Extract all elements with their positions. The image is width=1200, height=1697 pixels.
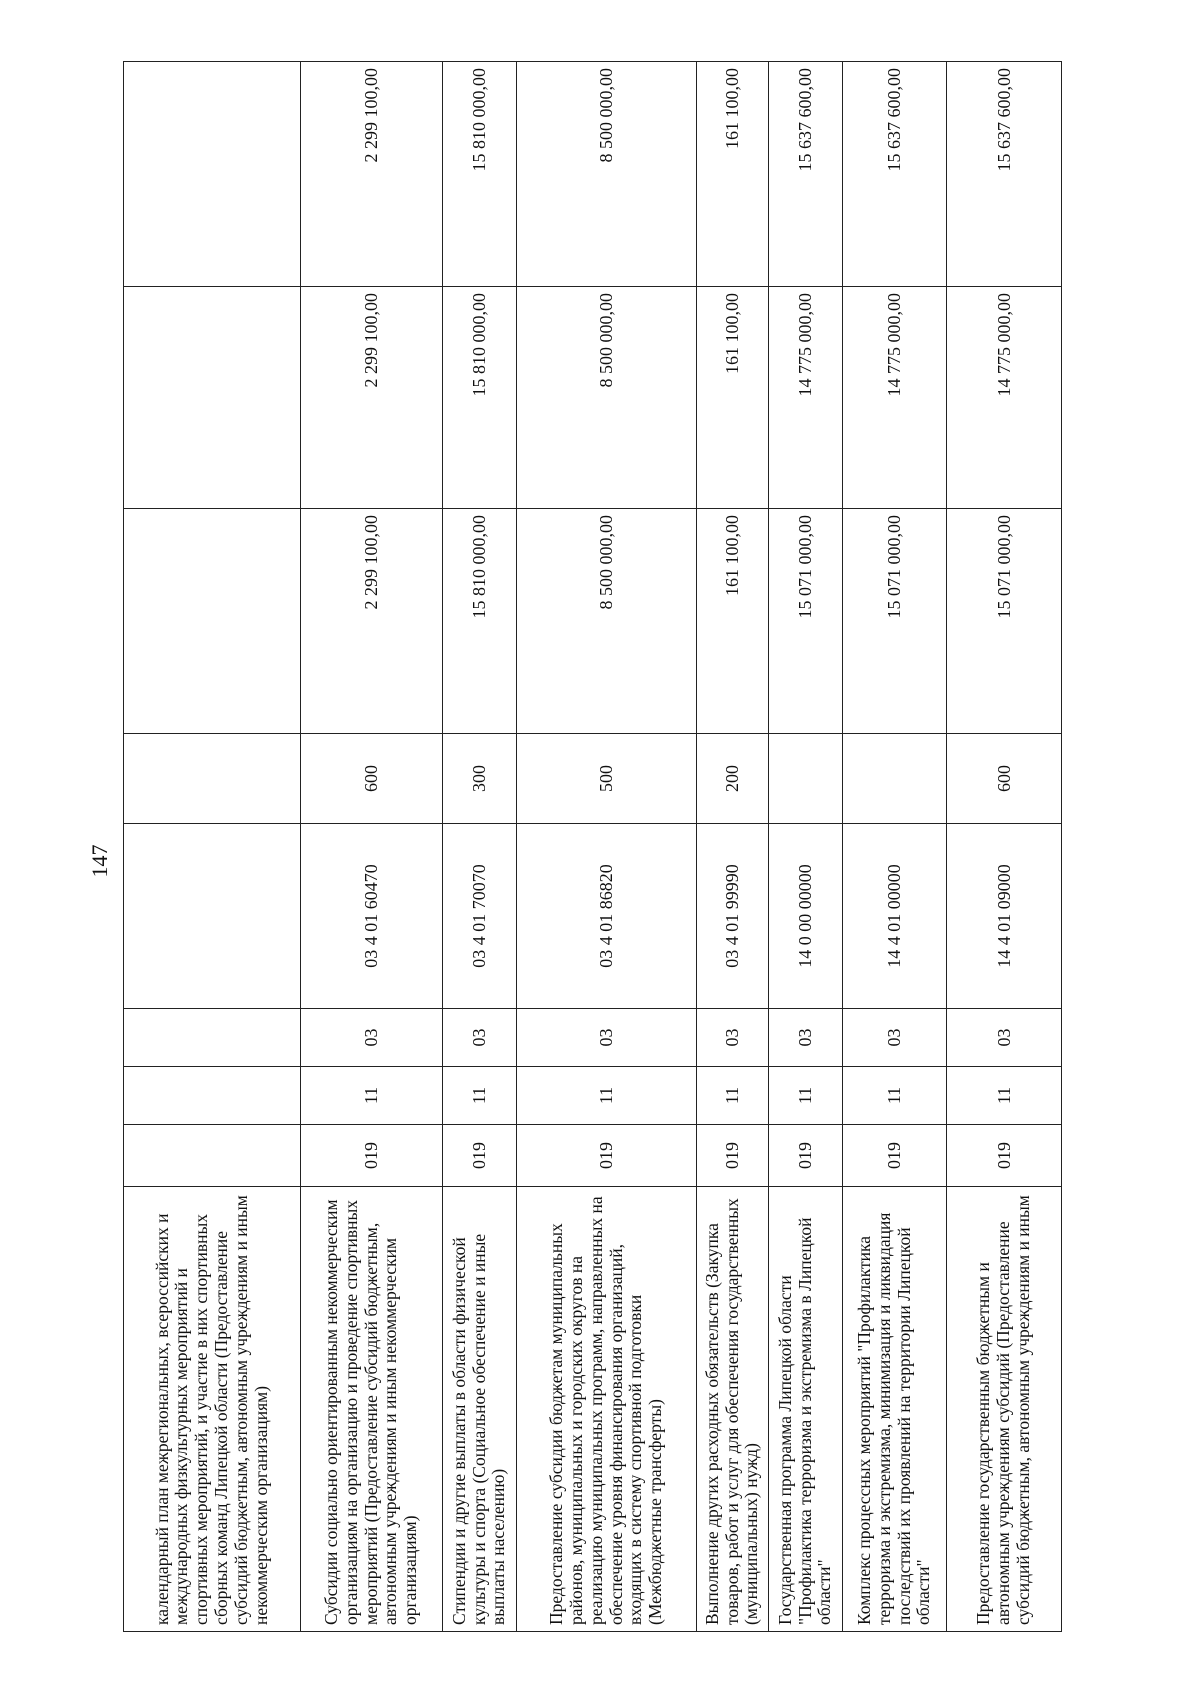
row-name: Субсидии социально ориентированным некоммерческим организациям на организацию и проведение спортивных мероприятий (Предоставление субсидий бюджетным, автономным учреждениям и иным некоммерческим организациям) xyxy=(301,1187,443,1632)
row-csr: 14 0 00 00000 xyxy=(769,824,843,1009)
row-sum2: 14 775 000,00 xyxy=(947,287,1062,509)
row-sum2: 14 775 000,00 xyxy=(769,287,843,509)
table-row xyxy=(517,62,697,1632)
row-pr: 03 xyxy=(769,1009,843,1067)
page-number: 147 xyxy=(87,844,112,878)
row-sum2 xyxy=(124,287,301,509)
row-name: Предоставление государственным бюджетным и автономным учреждениям субсидий (Предоставление субсидий бюджетным, автономным учреждениям и иным xyxy=(947,1187,1062,1632)
row-rz: 11 xyxy=(301,1067,443,1125)
row-gr: 019 xyxy=(769,1125,843,1187)
row-sum1: 8 500 000,00 xyxy=(517,509,697,734)
row-csr xyxy=(124,824,301,1009)
row-name: Выполнение других расходных обязательств (Закупка товаров, работ и услуг для обеспечения государственных (муниципальных) нужд) xyxy=(697,1187,769,1632)
row-sum3: 15 637 600,00 xyxy=(769,62,843,287)
row-gr: 019 xyxy=(517,1125,697,1187)
row-gr xyxy=(124,1125,301,1187)
row-vr xyxy=(124,734,301,824)
row-pr xyxy=(124,1009,301,1067)
row-name: Стипендии и другие выплаты в области физической культуры и спорта (Социальное обеспечение и иные выплаты населению) xyxy=(443,1187,517,1632)
row-gr: 019 xyxy=(301,1125,443,1187)
row-gr: 019 xyxy=(443,1125,517,1187)
row-vr xyxy=(769,734,843,824)
row-pr: 03 xyxy=(517,1009,697,1067)
row-sum1: 15 071 000,00 xyxy=(769,509,843,734)
row-sum3: 15 637 600,00 xyxy=(843,62,947,287)
row-vr: 300 xyxy=(443,734,517,824)
budget-table xyxy=(123,61,1062,1632)
row-csr: 14 4 01 09000 xyxy=(947,824,1062,1009)
table-row xyxy=(443,62,517,1632)
row-gr: 019 xyxy=(697,1125,769,1187)
row-sum1: 15 071 000,00 xyxy=(843,509,947,734)
row-sum1: 15 810 000,00 xyxy=(443,509,517,734)
row-pr: 03 xyxy=(947,1009,1062,1067)
row-csr: 14 4 01 00000 xyxy=(843,824,947,1009)
row-rz xyxy=(124,1067,301,1125)
row-sum2: 8 500 000,00 xyxy=(517,287,697,509)
table-row xyxy=(124,62,301,1632)
row-sum2: 15 810 000,00 xyxy=(443,287,517,509)
row-gr: 019 xyxy=(843,1125,947,1187)
row-pr: 03 xyxy=(843,1009,947,1067)
table-row xyxy=(843,62,947,1632)
row-sum3: 2 299 100,00 xyxy=(301,62,443,287)
row-gr: 019 xyxy=(947,1125,1062,1187)
row-sum2: 14 775 000,00 xyxy=(843,287,947,509)
row-csr: 03 4 01 99990 xyxy=(697,824,769,1009)
rotated-table-inner xyxy=(123,62,1061,1632)
row-rz: 11 xyxy=(947,1067,1062,1125)
row-sum1: 15 071 000,00 xyxy=(947,509,1062,734)
row-name: Государственная программа Липецкой области "Профилактика терроризма и экстремизма в Липецкой области" xyxy=(769,1187,843,1632)
row-vr: 500 xyxy=(517,734,697,824)
row-sum3: 161 100,00 xyxy=(697,62,769,287)
table-row xyxy=(769,62,843,1632)
row-pr: 03 xyxy=(301,1009,443,1067)
row-sum3: 8 500 000,00 xyxy=(517,62,697,287)
row-sum3: 15 810 000,00 xyxy=(443,62,517,287)
row-name: Предоставление субсидии бюджетам муниципальных районов, муниципальных и городских округов на реализацию муниципальных программ, направленных на обеспечение уровня финансирования организаций, входящих в систему спортивной подготовки (Межбюджетные трансферты) xyxy=(517,1187,697,1632)
rotated-table-area xyxy=(123,62,1061,1632)
row-sum3: 15 637 600,00 xyxy=(947,62,1062,287)
row-csr: 03 4 01 86820 xyxy=(517,824,697,1009)
row-csr: 03 4 01 60470 xyxy=(301,824,443,1009)
row-sum1 xyxy=(124,509,301,734)
row-pr: 03 xyxy=(443,1009,517,1067)
table-row xyxy=(697,62,769,1632)
table-row xyxy=(947,62,1062,1632)
row-vr: 600 xyxy=(301,734,443,824)
row-name: календарный план межрегиональных, всероссийских и международных физкультурных мероприятий и спортивных мероприятий, и участие в них спортивных сборных команд Липецкой области (Предоставление субсидий бюджетным, автономным учреждениям и иным некоммерческим организациям) xyxy=(124,1187,301,1632)
row-sum2: 2 299 100,00 xyxy=(301,287,443,509)
row-csr: 03 4 01 70070 xyxy=(443,824,517,1009)
row-vr: 200 xyxy=(697,734,769,824)
row-rz: 11 xyxy=(517,1067,697,1125)
row-rz: 11 xyxy=(697,1067,769,1125)
row-sum1: 161 100,00 xyxy=(697,509,769,734)
row-vr: 600 xyxy=(947,734,1062,824)
row-name: Комплекс процессных мероприятий "Профилактика терроризма и экстремизма, минимизация и ликвидация последствий их проявлений на территории Липецкой области" xyxy=(843,1187,947,1632)
row-rz: 11 xyxy=(443,1067,517,1125)
row-rz: 11 xyxy=(769,1067,843,1125)
row-sum2: 161 100,00 xyxy=(697,287,769,509)
row-sum1: 2 299 100,00 xyxy=(301,509,443,734)
row-sum3 xyxy=(124,62,301,287)
row-vr xyxy=(843,734,947,824)
table-row xyxy=(301,62,443,1632)
row-rz: 11 xyxy=(843,1067,947,1125)
row-pr: 03 xyxy=(697,1009,769,1067)
